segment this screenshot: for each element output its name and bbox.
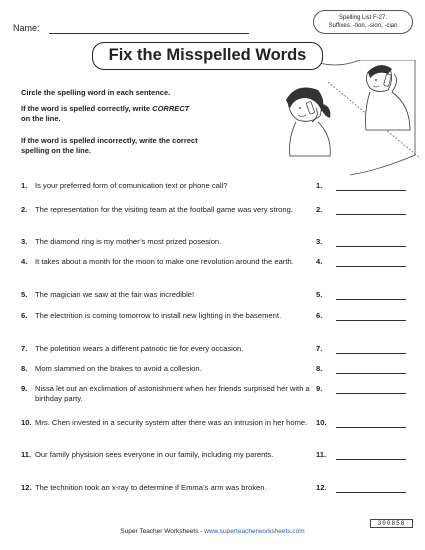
instruction-1 [21,88,170,98]
question-number: 5. [21,290,28,299]
answer-number-10: 10. [316,418,327,427]
answer-number-5: 5. [316,290,323,299]
answer-line-5[interactable] [336,299,406,300]
footer-url[interactable]: www.superteacherworksheets.com [204,528,305,535]
question-number: 9. [21,384,28,393]
answer-line-6[interactable] [336,320,406,321]
spelling-list-title: Spelling List F-27: [338,15,388,21]
question-text: Our family physision sees everyone in our family, including my parents. [35,450,274,459]
footer-brand: Super Teacher Worksheets - [120,528,205,535]
instruction-3-text-b: spelling on the line. [21,146,92,155]
answer-line-12[interactable] [336,492,406,493]
answer-line-1[interactable] [336,190,406,191]
name-line [49,33,249,34]
answer-number-9: 9. [316,384,323,393]
question-text: Nissa let out an exclimation of astonishment when her friends surprised her with a birthday party. [35,384,310,403]
answer-line-7[interactable] [336,353,406,354]
answer-number-2: 2. [316,205,323,214]
question-text: The representation for the visiting team at the football game was very strong. [35,205,293,214]
title-box [92,42,323,70]
worksheet-title: Fix the Misspelled Words [108,46,307,64]
instruction-3 [21,136,281,156]
instruction-2-correct: CORRECT [152,104,190,113]
answer-number-12: 12. [316,483,327,492]
instruction-2-text-a: If the word is spelled correctly, write [21,104,153,113]
question-number: 10. [21,418,32,427]
spelling-list-badge [313,10,413,34]
question-text: The poletition wears a different patriotic tie for every occasion. [35,344,244,353]
name-label: Name: [13,23,40,33]
answer-number-3: 3. [316,237,323,246]
footer-code: 300858 [370,519,413,528]
instruction-3-text-a: If the word is spelled incorrectly, write the correct [21,136,198,145]
instruction-2 [21,104,261,124]
question-text: It takes about a month for the moon to make one revolution around the earth. [35,257,294,266]
question-number: 11. [21,450,32,459]
spelling-list-suffixes: Suffixes: -tion, -sion, -cian [328,23,398,29]
kids-on-phone-illustration [260,60,420,180]
question-number: 7. [21,344,28,353]
question-text: Mom slammed on the brakes to avoid a collesion. [35,364,202,373]
question-number: 6. [21,311,28,320]
question-text: The electrition is coming tomorrow to install new lighting in the basement. [35,311,282,320]
instruction-2-text-c: on the line. [21,114,61,123]
answer-number-1: 1. [316,181,323,190]
answer-line-2[interactable] [336,214,406,215]
question-text: Is your preferred form of comunication text or phone call? [35,181,228,190]
answer-number-7: 7. [316,344,323,353]
question-number: 2. [21,205,28,214]
question-number: 8. [21,364,28,373]
answer-line-9[interactable] [336,393,406,394]
answer-number-6: 6. [316,311,323,320]
question-text: The diamond ring is my mother’s most prized posesion. [35,237,222,246]
answer-line-11[interactable] [336,459,406,460]
answer-number-8: 8. [316,364,323,373]
question-number: 12. [21,483,32,492]
instruction-1-text: Circle the spelling word in each sentence. [21,88,171,97]
question-number: 3. [21,237,28,246]
answer-number-11: 11. [316,450,327,459]
question-text: The magician we saw at the fair was incredible! [35,290,195,299]
answer-line-4[interactable] [336,266,406,267]
question-text: The technition took an x-ray to determine if Emma’s arm was broken. [35,483,267,492]
answer-line-10[interactable] [336,427,406,428]
answer-line-8[interactable] [336,373,406,374]
question-number: 4. [21,257,28,266]
answer-number-4: 4. [316,257,323,266]
question-number: 1. [21,181,28,190]
question-text: Mrs. Chen invested in a security system after there was an intrusion in her home. [35,418,308,427]
footer [0,528,425,535]
answer-line-3[interactable] [336,246,406,247]
